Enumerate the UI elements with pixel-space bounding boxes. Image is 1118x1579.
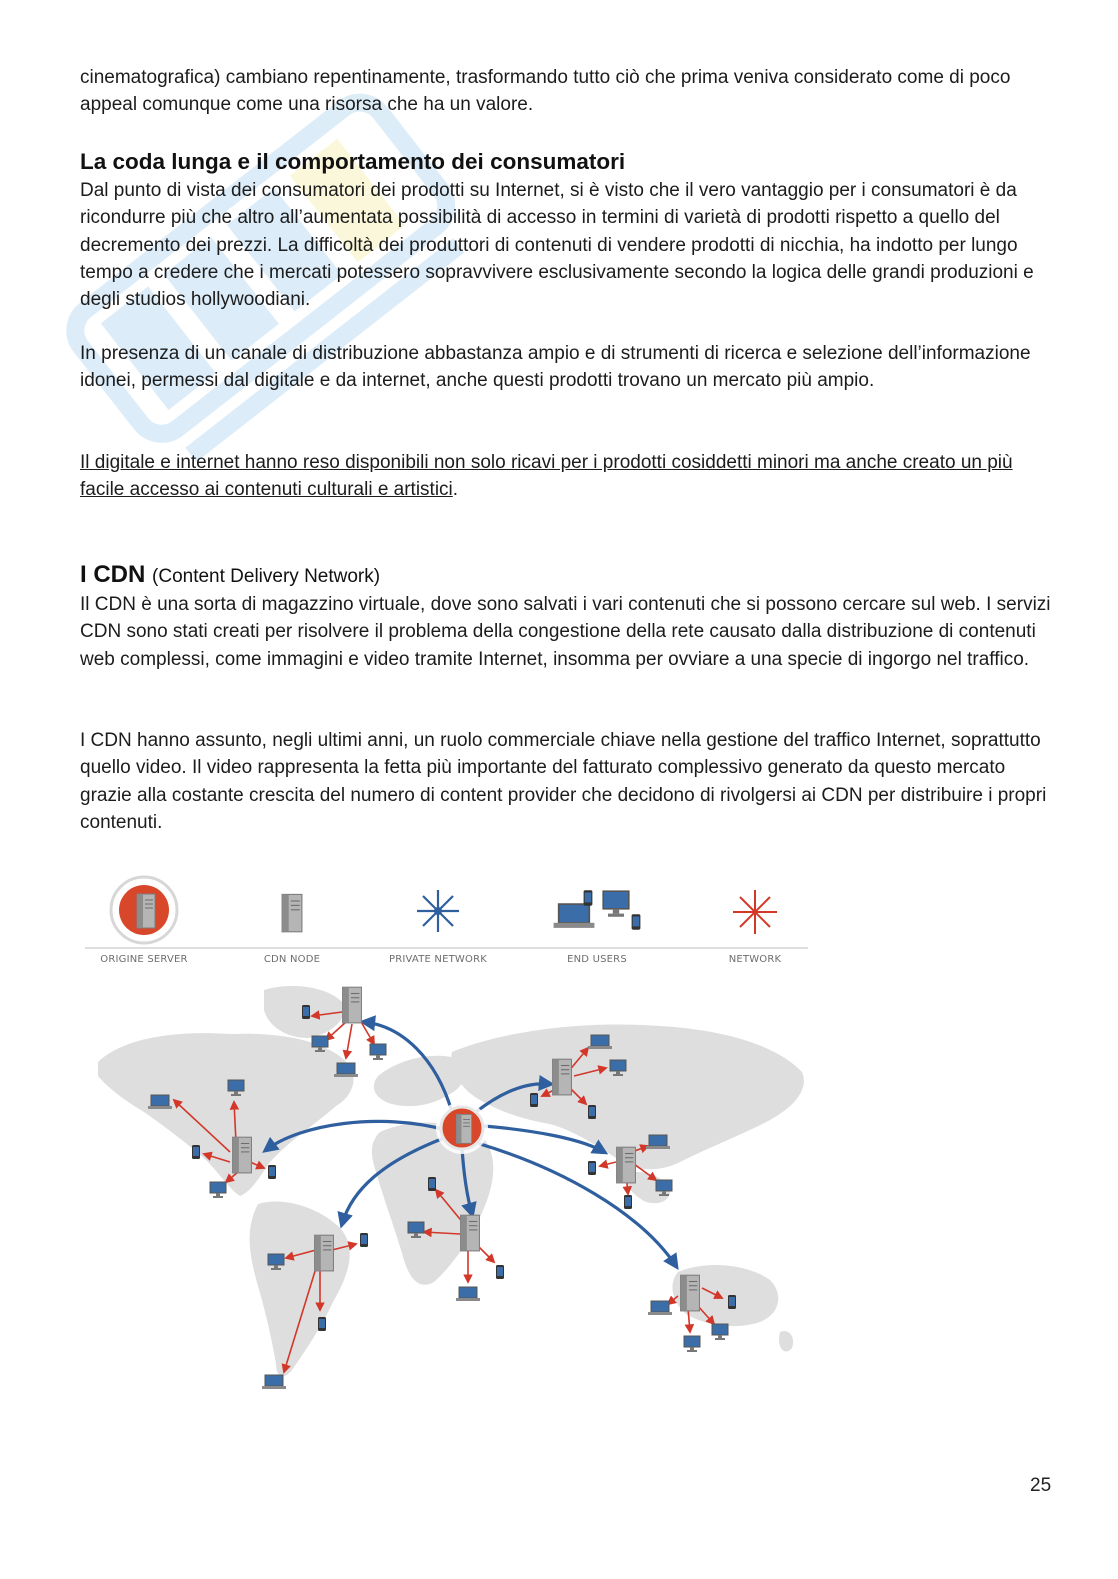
legend-label-network: NETWORK — [728, 954, 782, 965]
long-tail-paragraph-3 — [80, 449, 1060, 504]
world-map — [98, 986, 804, 1376]
cdn-node-icon — [282, 894, 302, 931]
intro-paragraph: cinematografica) cambiano repentinamente, trasformando tutto ciò che prima veniva considerato come di poco appeal comunque come una risorsa che ha un valore. — [80, 67, 1011, 116]
legend-label-end-users: END USERS — [567, 954, 627, 965]
cdn-heading-subtitle: (Content Delivery Network) — [152, 566, 381, 587]
underlined-statement: Il digitale e internet hanno reso disponibili non solo ricavi per i prodotti cosiddetti minori ma anche creato un più facile accesso ai contenuti culturali e artistici — [80, 452, 1013, 501]
cdn-paragraph-1: Il CDN è una sorta di magazzino virtuale, dove sono salvati i vari contenuti che si possono cercare sul web. I servizi CDN sono stati creati per risolvere il problema della congestione della rete causato dalla distribuzione di contenuti web complessi, come immagini e video tramite Internet, insomma per ovviare a una specie di ingorgo nel traffico. — [80, 594, 1051, 670]
legend-label-private-network: PRIVATE NETWORK — [389, 954, 487, 965]
private-network-icon — [417, 890, 459, 932]
legend-label-origin-server: ORIGINE SERVER — [100, 954, 188, 965]
long-tail-paragraph-1: Dal punto di vista dei consumatori dei prodotti su Internet, si è visto che il vero vantaggio per i consumatori è da ricondurre più che altro all’aumentata possibilità di accesso in termini di varietà di prodotti rispetto a quello del decremento dei prezzi. La difficoltà dei produttori di contenuti di vendere prodotti di nicchia, ha indotto per lungo tempo a credere che i mercati potessero sopravvivere esclusivamente secondo la logica delle grandi produzioni e degli studios hollywoodiani. — [80, 180, 1034, 311]
origin-server-icon — [111, 877, 177, 943]
legend — [85, 877, 808, 965]
cdn-network-diagram — [80, 862, 820, 1422]
origin-server-marker — [436, 1102, 488, 1154]
page-number: 25 — [1030, 1475, 1052, 1496]
cdn-paragraph-2: I CDN hanno assunto, negli ultimi anni, un ruolo commerciale chiave nella gestione del traffico Internet, soprattutto quello video. Il video rappresenta la fetta più importante del fatturato complessivo generato da questo mercato grazie alla costante crescita del numero di content provider che decidono di rivolgersi ai CDN per distribuire i propri contenuti. — [80, 730, 1047, 833]
cdn-heading-title: I CDN — [80, 561, 146, 588]
underlined-statement-period: . — [452, 479, 459, 501]
long-tail-paragraph-2: In presenza di un canale di distribuzione abbastanza ampio e di strumenti di ricerca e selezione dell’informazione idonei, permessi dal digitale e da internet, anche questi prodotti trovano un mercato più ampio. — [80, 343, 1031, 392]
network-icon — [733, 890, 777, 934]
section-heading-long-tail: La coda lunga e il comportamento dei consumatori — [80, 149, 626, 174]
end-users-icon — [554, 890, 641, 929]
section-heading-cdn — [80, 561, 380, 591]
legend-label-cdn-node: CDN NODE — [263, 954, 321, 965]
